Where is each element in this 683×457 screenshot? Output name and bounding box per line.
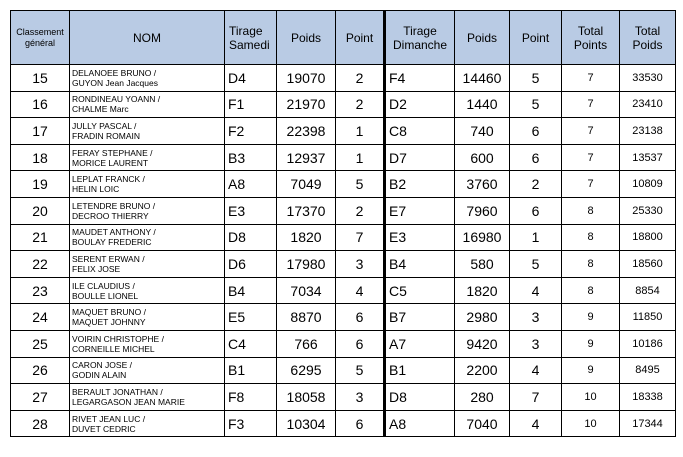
poids-dimanche-cell: 600 — [455, 144, 510, 171]
name-line-2: DECROO THIERRY — [72, 210, 149, 221]
header-point-1: Point — [336, 11, 385, 65]
total-points-cell: 8 — [562, 224, 620, 251]
tirage-dimanche-cell: B1 — [385, 357, 455, 384]
point-samedi-cell: 1 — [336, 118, 385, 145]
point-samedi-cell: 1 — [336, 144, 385, 171]
tirage-samedi-cell: A8 — [225, 171, 277, 198]
rank-cell: 22 — [11, 251, 70, 278]
total-poids-cell: 8495 — [620, 357, 676, 384]
table-row — [11, 277, 676, 304]
poids-dimanche-cell: 580 — [455, 251, 510, 278]
poids-samedi-cell: 17370 — [277, 197, 336, 224]
tirage-dimanche-cell: B4 — [385, 251, 455, 278]
point-dimanche-cell: 7 — [510, 384, 562, 411]
name-cell — [70, 410, 225, 437]
point-dimanche-cell: 5 — [510, 91, 562, 118]
tirage-samedi-cell: F2 — [225, 118, 277, 145]
tirage-dimanche-cell: A8 — [385, 410, 455, 437]
name-line-1: MAUDET ANTHONY / — [72, 227, 156, 238]
point-samedi-cell: 5 — [336, 357, 385, 384]
poids-samedi-cell: 6295 — [277, 357, 336, 384]
tirage-dimanche-cell: D7 — [385, 144, 455, 171]
total-poids-cell: 18338 — [620, 384, 676, 411]
rank-cell: 18 — [11, 144, 70, 171]
tirage-samedi-cell: B1 — [225, 357, 277, 384]
table-body — [11, 65, 676, 437]
total-points-cell: 9 — [562, 357, 620, 384]
point-dimanche-cell: 6 — [510, 197, 562, 224]
total-points-cell: 7 — [562, 171, 620, 198]
name-line-2: LEGARGASON JEAN MARIE — [72, 396, 185, 407]
total-poids-cell: 23410 — [620, 91, 676, 118]
tirage-dimanche-cell: D2 — [385, 91, 455, 118]
tirage-dimanche-cell: E7 — [385, 197, 455, 224]
poids-samedi-cell: 21970 — [277, 91, 336, 118]
poids-dimanche-cell: 2980 — [455, 304, 510, 331]
table-row — [11, 197, 676, 224]
name-line-2: CHALME Marc — [72, 104, 129, 115]
rank-cell: 26 — [11, 357, 70, 384]
header-row — [11, 11, 676, 65]
tirage-dimanche-cell: C5 — [385, 277, 455, 304]
point-samedi-cell: 2 — [336, 91, 385, 118]
total-points-cell: 8 — [562, 251, 620, 278]
poids-samedi-cell: 19070 — [277, 65, 336, 92]
table-row — [11, 330, 676, 357]
name-line-1: LETENDRE BRUNO / — [72, 200, 156, 211]
name-line-1: BERAULT JONATHAN / — [72, 386, 163, 397]
name-cell — [70, 197, 225, 224]
total-points-cell: 10 — [562, 410, 620, 437]
name-line-1: LEPLAT FRANCK / — [72, 174, 145, 185]
table-row — [11, 91, 676, 118]
tirage-samedi-cell: D8 — [225, 224, 277, 251]
table-row — [11, 118, 676, 145]
poids-dimanche-cell: 3760 — [455, 171, 510, 198]
header-poids-2: Poids — [455, 11, 510, 65]
point-samedi-cell: 5 — [336, 171, 385, 198]
poids-dimanche-cell: 740 — [455, 118, 510, 145]
point-samedi-cell: 2 — [336, 65, 385, 92]
poids-dimanche-cell: 16980 — [455, 224, 510, 251]
table-row — [11, 304, 676, 331]
name-line-1: FERAY STEPHANE / — [72, 147, 153, 158]
point-samedi-cell: 6 — [336, 330, 385, 357]
header-tirage-samedi: Tirage Samedi — [225, 11, 277, 65]
name-cell — [70, 118, 225, 145]
name-line-2: MORICE LAURENT — [72, 157, 149, 168]
tirage-dimanche-cell: D8 — [385, 384, 455, 411]
table-row — [11, 410, 676, 437]
total-poids-cell: 8854 — [620, 277, 676, 304]
poids-samedi-cell: 18058 — [277, 384, 336, 411]
table-row — [11, 357, 676, 384]
tirage-samedi-cell: D6 — [225, 251, 277, 278]
name-cell — [70, 171, 225, 198]
tirage-dimanche-cell: B7 — [385, 304, 455, 331]
total-points-cell: 8 — [562, 197, 620, 224]
poids-samedi-cell: 7049 — [277, 171, 336, 198]
table-row — [11, 251, 676, 278]
poids-dimanche-cell: 9420 — [455, 330, 510, 357]
name-line-1: RIVET JEAN LUC / — [72, 413, 146, 424]
poids-samedi-cell: 22398 — [277, 118, 336, 145]
total-poids-cell: 10809 — [620, 171, 676, 198]
tirage-samedi-cell: C4 — [225, 330, 277, 357]
total-points-cell: 7 — [562, 144, 620, 171]
name-cell — [70, 357, 225, 384]
poids-samedi-cell: 766 — [277, 330, 336, 357]
rank-cell: 17 — [11, 118, 70, 145]
poids-dimanche-cell: 2200 — [455, 357, 510, 384]
point-samedi-cell: 4 — [336, 277, 385, 304]
rank-cell: 19 — [11, 171, 70, 198]
total-poids-cell: 13537 — [620, 144, 676, 171]
total-poids-cell: 33530 — [620, 65, 676, 92]
total-poids-cell: 25330 — [620, 197, 676, 224]
total-points-cell: 7 — [562, 65, 620, 92]
name-line-1: RONDINEAU YOANN / — [72, 94, 161, 105]
point-dimanche-cell: 6 — [510, 118, 562, 145]
total-points-cell: 10 — [562, 384, 620, 411]
total-poids-cell: 10186 — [620, 330, 676, 357]
name-line-1: CARON JOSE / — [72, 360, 132, 371]
poids-dimanche-cell: 1820 — [455, 277, 510, 304]
poids-samedi-cell: 8870 — [277, 304, 336, 331]
tirage-dimanche-cell: F4 — [385, 65, 455, 92]
point-samedi-cell: 7 — [336, 224, 385, 251]
total-points-cell: 9 — [562, 304, 620, 331]
rank-cell: 24 — [11, 304, 70, 331]
table-row — [11, 171, 676, 198]
name-cell — [70, 65, 225, 92]
rank-cell: 25 — [11, 330, 70, 357]
total-points-cell: 9 — [562, 330, 620, 357]
header-nom: NOM — [70, 11, 225, 65]
name-line-2: MAQUET JOHNNY — [72, 317, 146, 328]
rank-cell: 20 — [11, 197, 70, 224]
name-line-2: FELIX JOSE — [72, 263, 121, 274]
table-row — [11, 144, 676, 171]
tirage-samedi-cell: E3 — [225, 197, 277, 224]
poids-dimanche-cell: 1440 — [455, 91, 510, 118]
poids-dimanche-cell: 280 — [455, 384, 510, 411]
name-line-2: FRADIN ROMAIN — [72, 130, 140, 141]
rank-cell: 28 — [11, 410, 70, 437]
name-cell — [70, 384, 225, 411]
point-samedi-cell: 6 — [336, 410, 385, 437]
header-poids-1: Poids — [277, 11, 336, 65]
point-dimanche-cell: 6 — [510, 144, 562, 171]
tirage-samedi-cell: F3 — [225, 410, 277, 437]
rank-cell: 16 — [11, 91, 70, 118]
poids-samedi-cell: 12937 — [277, 144, 336, 171]
total-poids-cell: 18800 — [620, 224, 676, 251]
point-samedi-cell: 6 — [336, 304, 385, 331]
poids-samedi-cell: 7034 — [277, 277, 336, 304]
poids-dimanche-cell: 7960 — [455, 197, 510, 224]
name-cell — [70, 304, 225, 331]
name-line-2: GUYON Jean Jacques — [72, 77, 158, 88]
header-total-poids: Total Poids — [620, 11, 676, 65]
total-poids-cell: 23138 — [620, 118, 676, 145]
name-cell — [70, 277, 225, 304]
point-dimanche-cell: 4 — [510, 277, 562, 304]
header-tirage-dimanche: Tirage Dimanche — [385, 11, 455, 65]
name-line-1: SERENT ERWAN / — [72, 253, 145, 264]
point-dimanche-cell: 1 — [510, 224, 562, 251]
point-dimanche-cell: 4 — [510, 410, 562, 437]
total-points-cell: 7 — [562, 118, 620, 145]
name-line-1: MAQUET BRUNO / — [72, 307, 146, 318]
rank-cell: 21 — [11, 224, 70, 251]
header-point-2: Point — [510, 11, 562, 65]
name-line-1: DELANOEE BRUNO / — [72, 67, 157, 78]
total-poids-cell: 17344 — [620, 410, 676, 437]
poids-samedi-cell: 1820 — [277, 224, 336, 251]
name-line-1: ILE CLAUDIUS / — [72, 280, 135, 291]
name-cell — [70, 91, 225, 118]
point-dimanche-cell: 3 — [510, 330, 562, 357]
total-poids-cell: 11850 — [620, 304, 676, 331]
header-rank: Classement général — [11, 11, 70, 65]
name-line-2: DUVET CEDRIC — [72, 423, 136, 434]
poids-samedi-cell: 10304 — [277, 410, 336, 437]
name-line-1: JULLY PASCAL / — [72, 120, 137, 131]
name-line-2: BOULAY FREDERIC — [72, 237, 152, 248]
point-dimanche-cell: 5 — [510, 251, 562, 278]
rank-cell: 27 — [11, 384, 70, 411]
header-total-points: Total Points — [562, 11, 620, 65]
name-line-2: BOULLE LIONEL — [72, 290, 139, 301]
point-samedi-cell: 3 — [336, 384, 385, 411]
table-row — [11, 384, 676, 411]
tirage-samedi-cell: D4 — [225, 65, 277, 92]
tirage-samedi-cell: B4 — [225, 277, 277, 304]
results-table — [10, 10, 676, 437]
tirage-samedi-cell: B3 — [225, 144, 277, 171]
point-dimanche-cell: 3 — [510, 304, 562, 331]
table-row — [11, 224, 676, 251]
name-cell — [70, 330, 225, 357]
tirage-samedi-cell: E5 — [225, 304, 277, 331]
tirage-dimanche-cell: A7 — [385, 330, 455, 357]
name-cell — [70, 251, 225, 278]
name-line-1: VOIRIN CHRISTOPHE / — [72, 333, 164, 344]
poids-dimanche-cell: 7040 — [455, 410, 510, 437]
total-points-cell: 8 — [562, 277, 620, 304]
rank-cell: 23 — [11, 277, 70, 304]
total-poids-cell: 18560 — [620, 251, 676, 278]
table-row — [11, 65, 676, 92]
tirage-dimanche-cell: C8 — [385, 118, 455, 145]
point-dimanche-cell: 5 — [510, 65, 562, 92]
name-line-2: CORNEILLE MICHEL — [72, 343, 155, 354]
point-samedi-cell: 2 — [336, 197, 385, 224]
point-samedi-cell: 3 — [336, 251, 385, 278]
rank-cell: 15 — [11, 65, 70, 92]
name-line-2: GODIN ALAIN — [72, 370, 127, 381]
name-line-2: HELIN LOIC — [72, 184, 120, 195]
tirage-dimanche-cell: E3 — [385, 224, 455, 251]
poids-dimanche-cell: 14460 — [455, 65, 510, 92]
point-dimanche-cell: 2 — [510, 171, 562, 198]
tirage-samedi-cell: F1 — [225, 91, 277, 118]
tirage-dimanche-cell: B2 — [385, 171, 455, 198]
tirage-samedi-cell: F8 — [225, 384, 277, 411]
name-cell — [70, 144, 225, 171]
name-cell — [70, 224, 225, 251]
point-dimanche-cell: 4 — [510, 357, 562, 384]
poids-samedi-cell: 17980 — [277, 251, 336, 278]
total-points-cell: 7 — [562, 91, 620, 118]
